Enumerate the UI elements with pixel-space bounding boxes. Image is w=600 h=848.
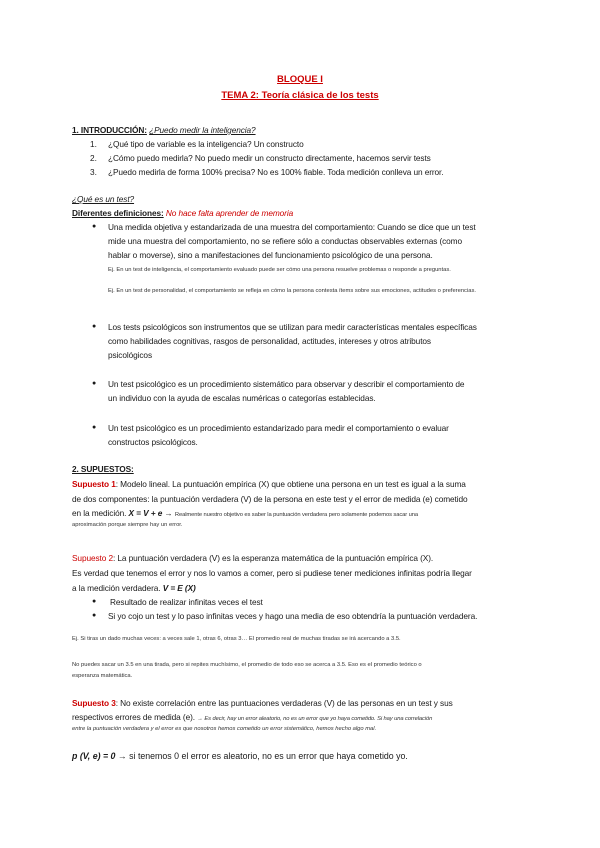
supuesto-1-label: Supuesto 1 [72, 479, 116, 489]
bullet-icon: ● [92, 380, 97, 387]
supuesto-2-example: No puedes sacar un 3.5 en una tirada, pero si repites muchísimo, el promedio de todo eso se acerca a 3.5. Eso es el promedio teórico o [72, 662, 422, 668]
bloque-title: BLOQUE I [277, 74, 323, 85]
supuesto-3-formula: p (V, e) = 0 → [72, 751, 127, 761]
definition-line: un individuo con la ayuda de escalas numéricas o categorías establecidas. [108, 393, 376, 403]
supuesto-1-formula: X = V + e → [128, 508, 173, 518]
supuestos-heading: 2. SUPUESTOS: [72, 464, 134, 474]
tema-title: TEMA 2: Teoría clásica de los tests [221, 90, 379, 101]
supuesto-3-line: respectivos errores de medida (e). → Es decir, hay un error aleatorio, no es un error que yo haya cometido. Si hay una correlación [72, 712, 433, 722]
supuesto-3-note: entre la puntuación verdadera y el error es que nosotros hemos cometido un error sistemático, hemos hecho algo mal. [72, 726, 377, 732]
definition-line: como habilidades cognitivas, rasgos de personalidad, actitudes, intereses y otros atributos [108, 336, 431, 346]
intro-item-text: ¿Cómo puedo medirla? No puedo medir un constructo directamente, hacemos servir tests [108, 153, 431, 163]
intro-heading: 1. INTRODUCCIÓN: ¿Puedo medir la inteligencia? [72, 125, 256, 135]
supuesto-2-example: esperanza matemática. [72, 673, 133, 679]
supuesto-2-bullet: Si yo cojo un test y lo paso infinitas veces y hago una media de eso obtendría la puntuación verdadera. [108, 611, 478, 621]
definition-line: Los tests psicológicos son instrumentos que se utilizan para medir características mentales específicas [108, 322, 477, 332]
definition-line: Un test psicológico es un procedimiento sistemático para observar y describir el comportamiento de [108, 379, 465, 389]
definitions-heading: Diferentes definiciones: No hace falta aprender de memoria [72, 208, 294, 218]
definition-line: psicológicos [108, 350, 152, 360]
bullet-icon: ● [92, 323, 97, 330]
supuesto-1-line: Supuesto 1: Modelo lineal. La puntuación empírica (X) que obtiene una persona en un test es igual a la suma [72, 479, 466, 489]
intro-item-text: ¿Qué tipo de variable es la inteligencia? Un constructo [108, 139, 304, 149]
supuesto-1-line: en la medición. X = V + e → Realmente nuestro objetivo es saber la puntuación verdadera pero solamente podemos sacar una [72, 508, 418, 518]
supuesto-2-example: Ej. Si tiras un dado muchas veces: a veces sale 1, otras 6, otras 3… El promedio real de muchas tiradas se irá acercando a 3.5. [72, 636, 401, 642]
supuesto-2-formula: V = E (X) [162, 583, 196, 593]
definition-example: Ej. En un test de personalidad, el comportamiento se refleja en cómo la persona contesta ítems sobre sus emociones, actitudes o preferencias. [108, 288, 476, 294]
intro-item-number: 3. [90, 167, 97, 177]
supuesto-2-line: Es verdad que tenemos el error y nos lo vamos a comer, pero si pudiese tener mediciones infinitas podría llegar [72, 568, 472, 578]
bullet-icon: ● [92, 612, 97, 619]
bullet-icon: ● [92, 223, 97, 230]
supuesto-2-line: a la medición verdadera. V = E (X) [72, 583, 196, 593]
supuesto-1-note: aproximación porque siempre hay un error. [72, 522, 183, 528]
supuesto-2-label: Supuesto 2 [72, 553, 113, 563]
intro-item-number: 2. [90, 153, 97, 163]
definition-line: constructos psicológicos. [108, 437, 198, 447]
definition-line: mide una muestra del comportamiento, no se refiere sólo a conductas observables externas (como [108, 236, 463, 246]
supuesto-3-formula-line: p (V, e) = 0 → si tenemos 0 el error es aleatorio, no es un error que haya cometido yo. [72, 751, 408, 761]
bullet-icon: ● [92, 598, 97, 605]
supuesto-3-label: Supuesto 3 [72, 698, 116, 708]
definition-line: hablar o moverse), sino a manifestaciones del funcionamiento psicológico de una persona. [108, 250, 433, 260]
definition-line: Un test psicológico es un procedimiento estandarizado para medir el comportamiento o evaluar [108, 423, 449, 433]
definition-example: Ej. En un test de inteligencia, el comportamiento evaluado puede ser cómo una persona resuelve problemas o responde a preguntas. [108, 267, 451, 273]
supuesto-3-line: Supuesto 3: No existe correlación entre las puntuaciones verdaderas (V) de las personas en un test y sus [72, 698, 453, 708]
supuesto-2-bullet: Resultado de realizar infinitas veces el test [110, 597, 263, 607]
supuesto-2-line: Supuesto 2: La puntuación verdadera (V) es la esperanza matemática de la puntuación empírica (X). [72, 553, 434, 563]
definition-line: Una medida objetiva y estandarizada de una muestra del comportamiento: Cuando se dice que un test [108, 222, 476, 232]
bullet-icon: ● [92, 424, 97, 431]
intro-item-text: ¿Puedo medirla de forma 100% precisa? No es 100% fiable. Toda medición conlleva un error. [108, 167, 444, 177]
intro-item-number: 1. [90, 139, 97, 149]
test-question: ¿Qué es un test? [72, 194, 135, 204]
supuesto-1-line: de dos componentes: la puntuación verdadera (V) de la persona en este test y el error de medida (e) cometido [72, 494, 468, 504]
